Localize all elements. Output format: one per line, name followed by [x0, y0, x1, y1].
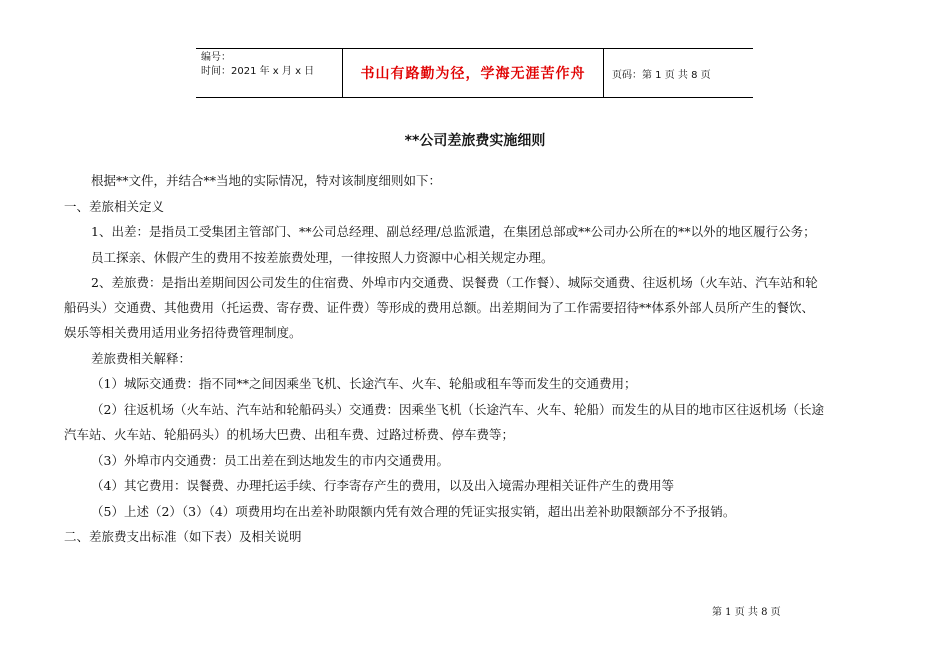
paragraph-intro: 根据**文件，并结合**当地的实际情况，特对该制度细则如下：	[91, 173, 442, 188]
explanation-item-2-line1: （2）往返机场（火车站、汽车站和轮船码头）交通费：因乘坐飞机（长途汽车、火车、轮船）而发生的从目的地市区往返机场（长途	[91, 402, 824, 417]
explanation-item-3: （3）外埠市内交通费：员工出差在到达地发生的市内交通费用。	[91, 453, 449, 468]
paragraph-travel-expense-line3: 娱乐等相关费用适用业务招待费管理制度。	[64, 325, 302, 340]
header-page-cell	[604, 49, 753, 97]
paragraph-family-visit: 员工探亲、休假产生的费用不按差旅费处理，一律按照人力资源中心相关规定办理。	[91, 250, 554, 265]
explanation-item-1: （1）城际交通费：指不同**之间因乘坐飞机、长途汽车、火车、轮船或租车等而发生的交通费用；	[91, 376, 637, 391]
motto-text: 书山有路勤为径，学海无涯苦作舟	[360, 66, 586, 82]
number-label: 编号：	[201, 52, 231, 63]
page-footer: 第 1 页 共 8 页	[712, 607, 781, 618]
paragraph-travel-expense-line1: 2、差旅费：是指出差期间因公司发生的住宿费、外埠市内交通费、误餐费（工作餐）、城际交通费、往返机场（火车站、汽车站和轮	[91, 275, 818, 290]
section-heading-2: 二、差旅费支出标准（如下表）及相关说明	[64, 529, 302, 544]
paragraph-business-trip: 1、出差：是指员工受集团主管部门、**公司总经理、副总经理/总监派遣，在集团总部或**公司办公所在的**以外的地区履行公务；	[91, 224, 816, 239]
page-info: 页码：第 1 页 共 8 页	[612, 69, 711, 81]
explanation-heading: 差旅费相关解释：	[91, 351, 192, 366]
header-info-cell	[196, 49, 343, 97]
time-label: 时间：2021 年 x 月 x 日	[201, 66, 315, 77]
explanation-item-2-line2: 汽车站、火车站、轮船码头）的机场大巴费、出租车费、过路过桥费、停车费等；	[64, 427, 515, 442]
paragraph-travel-expense-line2: 船码头）交通费、其他费用（托运费、寄存费、证件费）等形成的费用总额。出差期间为了工作需要招待**体系外部人员所产生的餐饮、	[64, 300, 815, 315]
explanation-item-4: （4）其它费用：误餐费、办理托运手续、行李寄存产生的费用，以及出入境需办理相关证件产生的费用等	[91, 478, 674, 493]
page-header	[196, 48, 753, 98]
explanation-item-5: （5）上述（2）（3）（4）项费用均在出差补助限额内凭有效合理的凭证实报实销，超出出差补助限额部分不予报销。	[91, 504, 736, 519]
document-title: **公司差旅费实施细则	[404, 133, 546, 149]
header-motto-cell	[343, 49, 604, 97]
section-heading-1: 一、差旅相关定义	[64, 199, 165, 214]
